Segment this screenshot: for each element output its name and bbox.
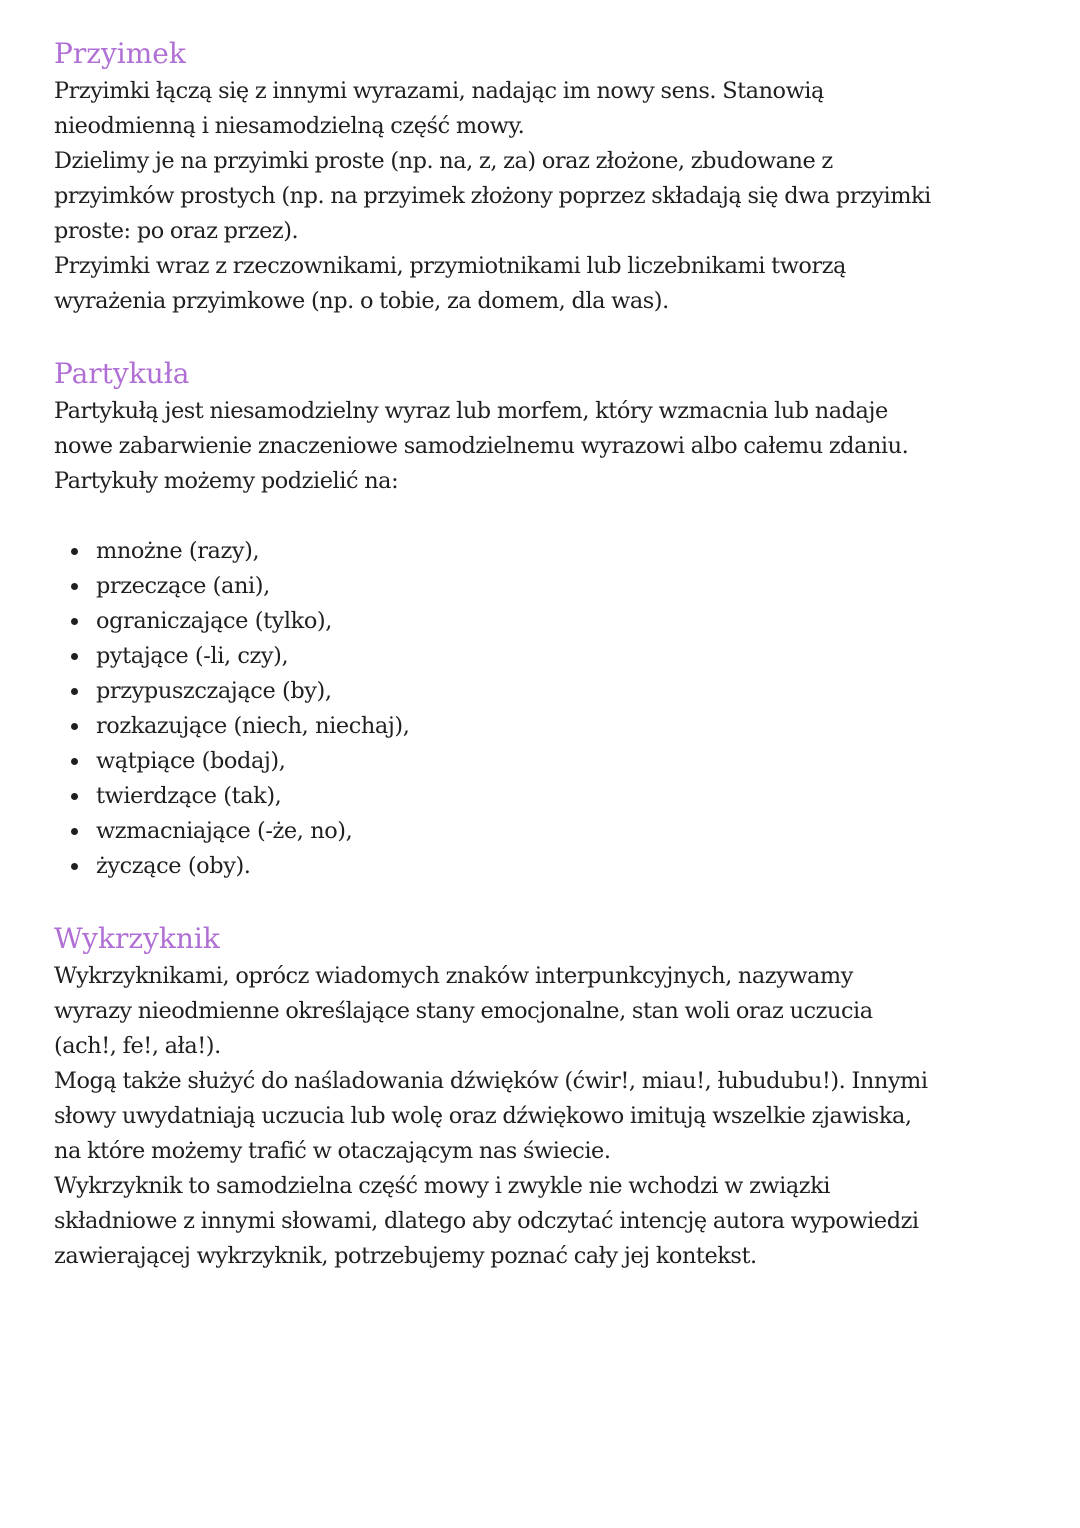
bullet-icon [71,758,78,765]
text-line: Przyimki łączą się z innymi wyrazami, nadając im nowy sens. Stanowią [54,78,824,104]
text-line: nowe zabarwienie znaczeniowe samodzielnemu wyrazowi albo całemu zdaniu. [54,433,909,459]
list-item [54,744,1074,779]
section-przyimek [54,34,1074,319]
list-item-label: przypuszczające (by), [96,678,332,704]
text-line: (ach!, fe!, ała!). [54,1033,221,1059]
list-item [54,674,1074,709]
list-item-label: życzące (oby). [96,853,251,879]
text-line: zawierającej wykrzyknik, potrzebujemy poznać cały jej kontekst. [54,1243,757,1269]
text-line: Przyimki wraz z rzeczownikami, przymiotnikami lub liczebnikami tworzą [54,253,846,279]
bullet-icon [71,723,78,730]
text-line: Mogą także służyć do naśladowania dźwięków (ćwir!, miau!, łubudubu!). Innymi [54,1068,928,1094]
text-line: proste: po oraz przez). [54,218,299,244]
text-line: Partykuły możemy podzielić na: [54,468,399,494]
text-line: wyrazy nieodmienne określające stany emocjonalne, stan woli oraz uczucia [54,998,873,1024]
bullet-icon [71,548,78,555]
list-item-label: ograniczające (tylko), [96,608,332,634]
list-item-label: twierdzące (tak), [96,783,282,809]
list-item-label: pytające (-li, czy), [96,643,289,669]
list-item [54,534,1074,569]
bullet-icon [71,583,78,590]
document-page [54,34,1074,1274]
bullet-icon [71,793,78,800]
text-line: Partykułą jest niesamodzielny wyraz lub morfem, który wzmacnia lub nadaje [54,398,888,424]
list-item-label: wzmacniające (-że, no), [96,818,353,844]
list-item [54,849,1074,884]
spacer [54,319,1074,354]
text-line: przyimków prostych (np. na przyimek złożony poprzez składają się dwa przyimki [54,183,931,209]
list-item [54,709,1074,744]
text-line: Dzielimy je na przyimki proste (np. na, z, za) oraz złożone, zbudowane z [54,148,833,174]
bullet-icon [71,828,78,835]
bullet-icon [71,618,78,625]
text-line: nieodmienną i niesamodzielną część mowy. [54,113,525,139]
bullet-icon [71,863,78,870]
spacer [54,884,1074,919]
list-item-label: rozkazujące (niech, niechaj), [96,713,410,739]
text-line: słowy uwydatniają uczucia lub wolę oraz dźwiękowo imitują wszelkie zjawiska, [54,1103,912,1129]
text-line: na które możemy trafić w otaczającym nas świecie. [54,1138,611,1164]
text-line: Wykrzyknik to samodzielna część mowy i zwykle nie wchodzi w związki [54,1173,830,1199]
text-line: wyrażenia przyimkowe (np. o tobie, za domem, dla was). [54,288,669,314]
list-item [54,639,1074,674]
list-item [54,814,1074,849]
particle-types-list [54,534,1074,884]
list-item-label: wątpiące (bodaj), [96,748,286,774]
section-title-partykula: Partykuła [54,357,190,390]
section-partykula [54,354,1074,884]
bullet-icon [71,688,78,695]
section-wykrzyknik [54,919,1074,1274]
text-line: składniowe z innymi słowami, dlatego aby odczytać intencję autora wypowiedzi [54,1208,919,1234]
list-item [54,604,1074,639]
bullet-icon [71,653,78,660]
list-item [54,779,1074,814]
text-line: Wykrzyknikami, oprócz wiadomych znaków interpunkcyjnych, nazywamy [54,963,853,989]
list-item [54,569,1074,604]
section-title-przyimek: Przyimek [54,37,186,70]
list-item-label: mnożne (razy), [96,538,260,564]
section-title-wykrzyknik: Wykrzyknik [54,922,220,955]
list-item-label: przeczące (ani), [96,573,270,599]
spacer [54,499,1074,534]
